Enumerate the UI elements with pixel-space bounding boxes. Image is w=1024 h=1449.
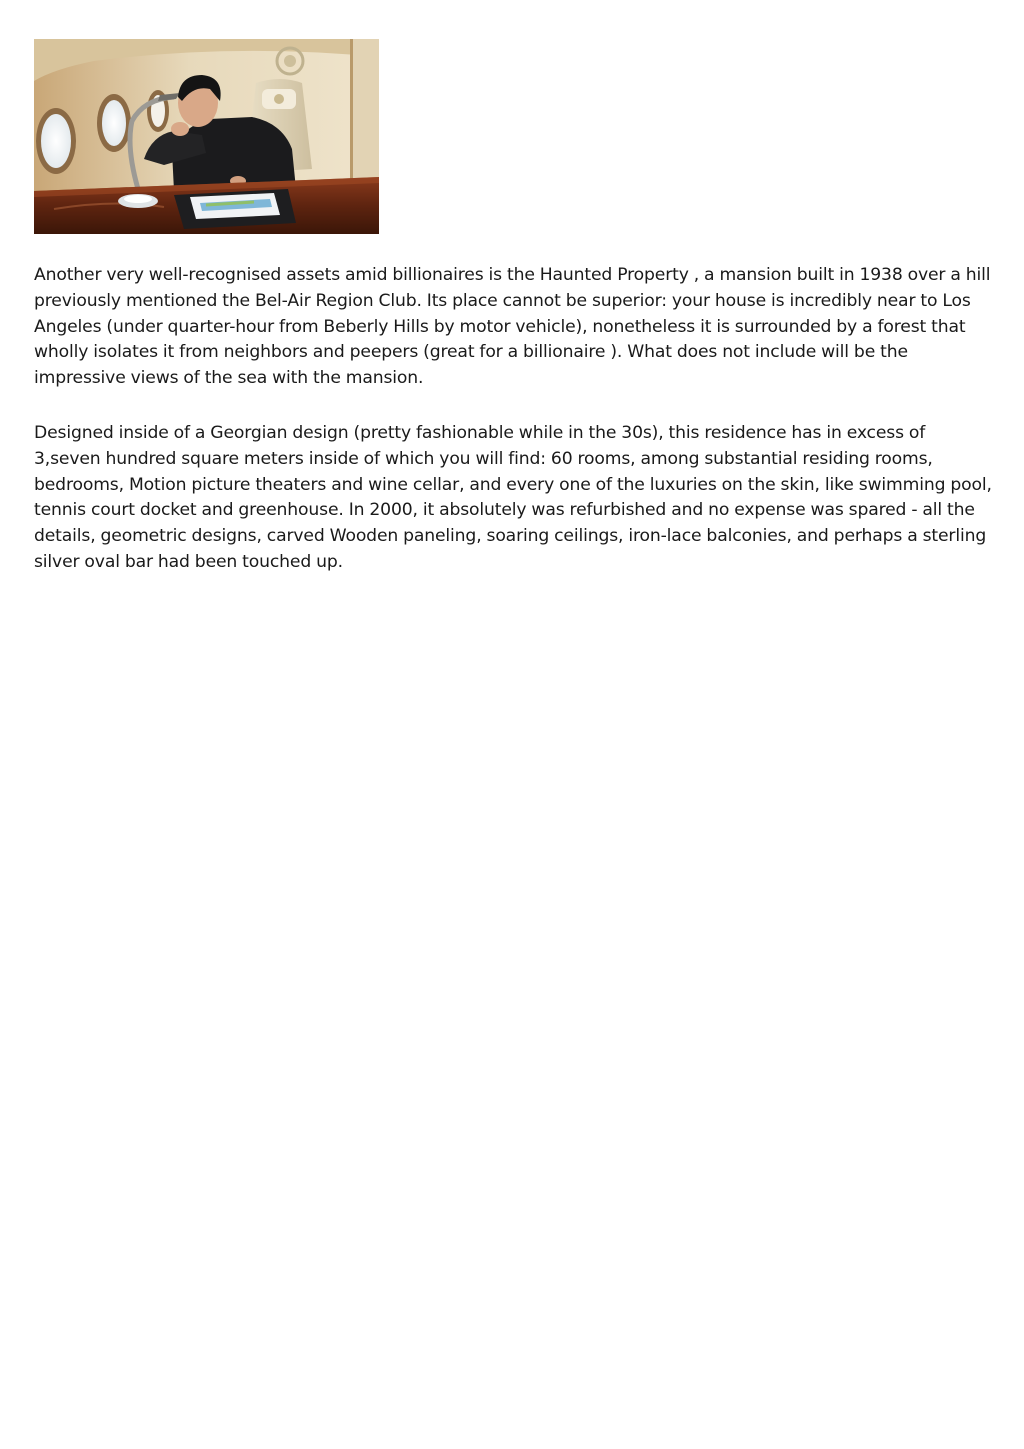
article-photo — [34, 39, 379, 234]
window-middle — [97, 94, 131, 152]
photo-image — [34, 39, 379, 234]
article — [34, 39, 994, 576]
article-paragraph: Designed inside of a Georgian design (pretty fashionable while in the 30s), this residence has in excess of 3,seven hundred square meters inside of which you will find: 60 rooms, among substantial residing rooms, bedrooms, Motion picture theaters and wine cellar, and every one of the luxuries on the skin, like swimming pool, tennis court docket and greenhouse. In 2000, it absolutely was refurbished and no expense was spared - all the details, geometric designs, carved Wooden paneling, soaring ceilings, iron-lace balconies, and perhaps a sterling silver oval bar had been touched up. — [34, 422, 992, 572]
window-left — [36, 108, 76, 174]
article-paragraph: Another very well-recognised assets amid billionaires is the Haunted Property , a mansion built in 1938 over a hill previously mentioned the Bel-Air Region Club. Its place cannot be superior: your house is incredibly near to Los Angeles (under quarter-hour from Beberly Hills by motor vehicle), nonetheless it is surrounded by a forest that wholly isolates it from neighbors and peepers (great for a billionaire ). What does not include will be the impressive views of the sea with the mansion. — [34, 265, 991, 389]
